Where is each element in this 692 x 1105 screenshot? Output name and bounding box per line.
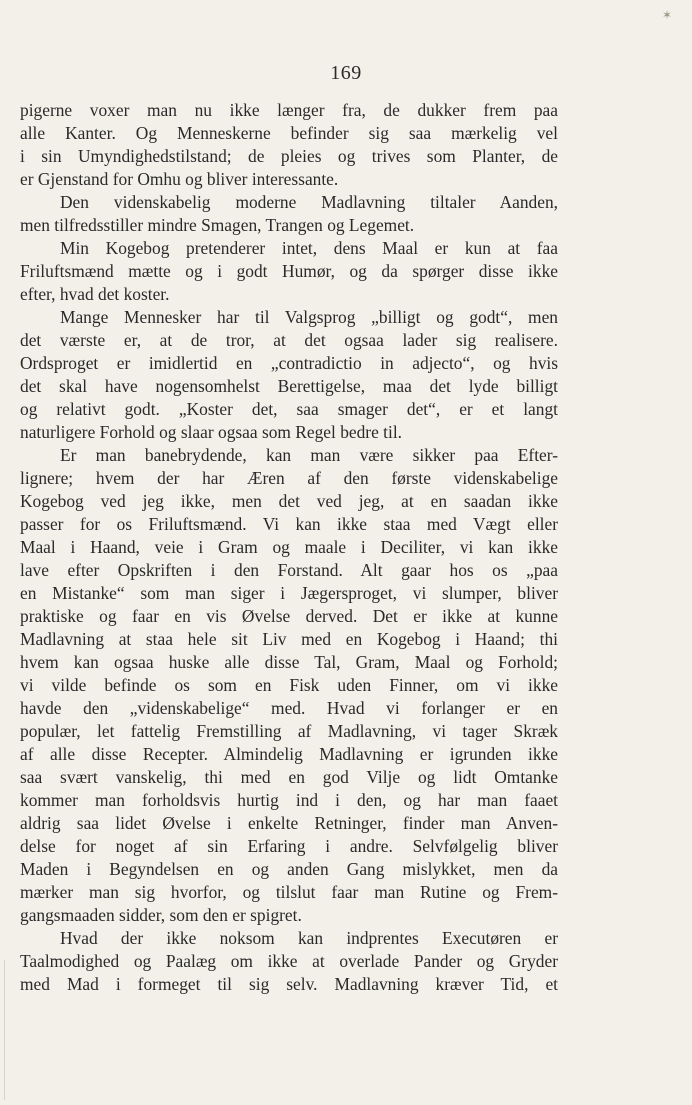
text-line: Den videnskabelig moderne Madlavning tiltaler Aanden, <box>60 192 558 212</box>
text-line: en Mistanke“ som man siger i Jægersproget, vi slumper, bliver <box>20 583 558 603</box>
text-line: mærker man sig hvorfor, og tilslut faar man Rutine og Frem- <box>20 882 558 902</box>
text-line: alle Kanter. Og Menneskerne befinder sig saa mærkelig vel <box>20 123 558 143</box>
text-line: saa svært vanskelig, thi med en god Vilje og lidt Omtanke <box>20 767 558 787</box>
text-line: havde den „videnskabelige“ med. Hvad vi forlanger er en <box>20 698 558 718</box>
text-line: delse for noget af sin Erfaring i andre. Selvfølgelig bliver <box>20 836 558 856</box>
text-line: aldrig saa lidet Øvelse i enkelte Retninger, finder man Anven- <box>20 813 558 833</box>
text-line: pigerne voxer man nu ikke længer fra, de dukker frem paa <box>20 100 558 120</box>
body-text <box>20 99 558 996</box>
page-number: 169 <box>330 62 362 84</box>
text-line: Maden i Begyndelsen en og anden Gang mislykket, men da <box>20 859 558 879</box>
text-line: praktiske og faar en vis Øvelse derved. Det er ikke at kunne <box>20 606 558 626</box>
text-line: Madlavning at staa hele sit Liv med en Kogebog i Haand; thi <box>20 629 558 649</box>
text-line: Ordsproget er imidlertid en „contradictio in adjecto“, og hvis <box>20 353 558 373</box>
text-line: lave efter Opskriften i den Forstand. Alt gaar hos os „paa <box>20 560 558 580</box>
text-line: passer for os Friluftsmænd. Vi kan ikke staa med Vægt eller <box>20 514 558 534</box>
text-line: Friluftsmænd mætte og i godt Humør, og da spørger disse ikke <box>20 261 558 281</box>
text-line: populær, let fattelig Fremstilling af Madlavning, vi tager Skræk <box>20 721 558 741</box>
text-line: kommer man forholdsvis hurtig ind i den, og har man faaet <box>20 790 558 810</box>
text-line: og relativt godt. „Koster det, saa smager det“, er et langt <box>20 399 558 419</box>
text-line: er Gjenstand for Omhu og bliver interessante. <box>20 169 339 189</box>
text-line: Kogebog ved jeg ikke, men det ved jeg, at en saadan ikke <box>20 491 558 511</box>
text-line: naturligere Forhold og slaar ogsaa som Regel bedre til. <box>20 422 403 442</box>
text-line: Mange Mennesker har til Valgsprog „billigt og godt“, men <box>60 307 558 327</box>
text-line: Min Kogebog pretenderer intet, dens Maal er kun at faa <box>60 238 558 258</box>
corner-mark: ✶ <box>662 8 673 22</box>
text-line: det skal have nogensomhelst Berettigelse, maa det lyde billigt <box>20 376 558 396</box>
text-line: i sin Umyndighedstilstand; de pleies og trives som Planter, de <box>20 146 558 166</box>
text-line: af alle disse Recepter. Almindelig Madlavning er igrunden ikke <box>20 744 558 764</box>
text-line: med Mad i formeget til sig selv. Madlavning kræver Tid, et <box>20 974 558 994</box>
text-line: hvem kan ogsaa huske alle disse Tal, Gram, Maal og Forhold; <box>20 652 558 672</box>
text-line: Er man banebrydende, kan man være sikker paa Efter- <box>60 445 558 465</box>
text-line: det værste er, at de tror, at det ogsaa lader sig realisere. <box>20 330 558 350</box>
text-line: gangsmaaden sidder, som den er spigret. <box>20 905 302 925</box>
text-line: vi vilde befinde os som en Fisk uden Finner, om vi ikke <box>20 675 558 695</box>
text-line: men tilfredsstiller mindre Smagen, Trangen og Legemet. <box>20 215 415 235</box>
text-line: efter, hvad det koster. <box>20 284 170 304</box>
margin-rule <box>4 960 5 1100</box>
text-line: Taalmodighed og Paalæg om ikke at overlade Pander og Gryder <box>20 951 558 971</box>
text-line: Hvad der ikke noksom kan indprentes Executøren er <box>60 928 558 948</box>
text-line: Maal i Haand, veie i Gram og maale i Deciliter, vi kan ikke <box>20 537 558 557</box>
text-line: lignere; hvem der har Æren af den første videnskabelige <box>20 468 558 488</box>
